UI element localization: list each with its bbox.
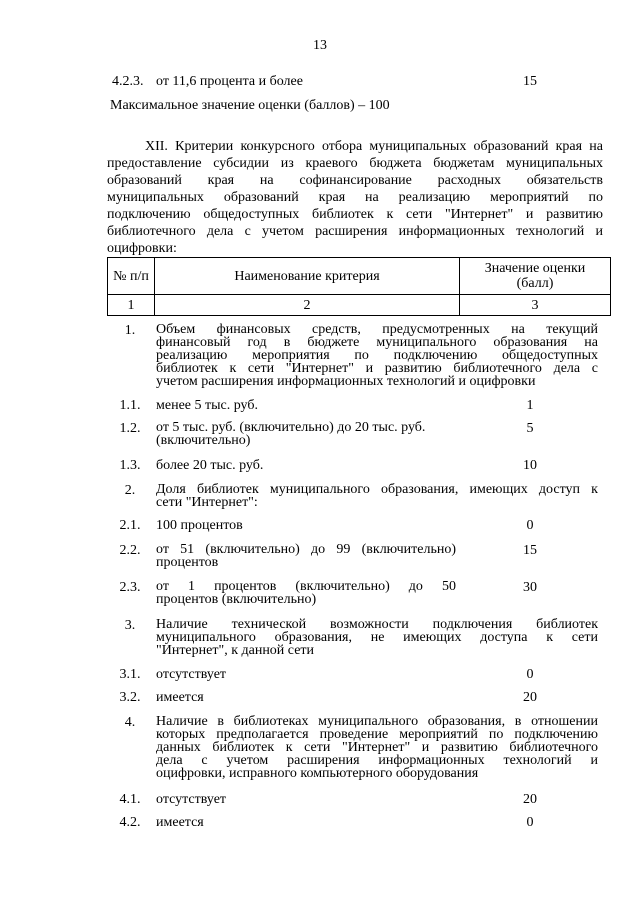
sub-criterion-line: процентов (включительно) xyxy=(156,592,317,607)
sub-criterion-score: 10 xyxy=(523,458,537,473)
criterion-line: "Интернет", к данной сети xyxy=(156,643,315,658)
criterion-line: реализацию мероприятия по подключению общедоступных xyxy=(156,348,598,363)
criterion-text xyxy=(156,618,598,657)
section-title-line: муниципальных образований края на реализацию мероприятий по xyxy=(107,190,603,205)
criterion-number: 2. xyxy=(124,483,136,498)
section-title-line: библиотечного дела с учетом расширения информационных технологий и xyxy=(107,224,603,239)
criterion-line: учетом расширения информационных технологий и оцифровки xyxy=(156,374,536,389)
sub-criterion-score: 30 xyxy=(523,580,537,595)
sub-criterion-text: 100 процентов xyxy=(156,518,243,533)
header-index-3: 3 xyxy=(460,295,611,316)
sub-criterion-score: 20 xyxy=(523,792,537,807)
sub-criterion-number: 1.2. xyxy=(119,421,141,436)
header-col-score-line1: Значение оценки xyxy=(484,261,586,276)
header-index-2: 2 xyxy=(155,295,460,316)
sub-criterion-text: имеется xyxy=(156,815,204,830)
criterion-line: Наличие в библиотеках муниципального образования, в отношении xyxy=(156,714,598,729)
sub-criterion-number: 2.1. xyxy=(119,518,141,533)
criterion-text xyxy=(156,483,598,509)
criterion-line: Объем финансовых средств, предусмотренных на текущий xyxy=(156,322,598,337)
sub-criterion-text xyxy=(156,421,456,447)
criteria-header-table xyxy=(107,257,611,316)
criterion-text xyxy=(156,715,598,780)
sub-criterion-text: отсутствует xyxy=(156,667,227,682)
sub-criterion-line: (включительно) xyxy=(156,433,251,448)
criterion-line: сети "Интернет": xyxy=(156,495,258,510)
criterion-line: оцифровки, исправного компьютерного оборудования xyxy=(156,766,479,781)
sub-criterion-score: 0 xyxy=(526,667,534,682)
sub-criterion-score: 5 xyxy=(526,421,534,436)
sub-criterion-score: 1 xyxy=(526,398,534,413)
criterion-line: муниципального образования, не имеющих доступа к сети xyxy=(156,630,598,645)
sub-criterion-number: 2.3. xyxy=(119,580,141,595)
sub-criterion-number: 3.2. xyxy=(119,690,141,705)
sub-criterion-number: 3.1. xyxy=(119,667,141,682)
page-number: 13 xyxy=(313,38,327,53)
criterion-line: библиотек к сети "Интернет" и развитию библиотечного дела с xyxy=(156,361,598,376)
top-item-text: от 11,6 процента и более xyxy=(156,74,303,89)
max-score-line: Максимальное значение оценки (баллов) – 100 xyxy=(110,98,390,113)
section-title-line: оцифровки: xyxy=(107,241,177,256)
sub-criterion-number: 1.3. xyxy=(119,458,141,473)
header-col-score-line2: (балл) xyxy=(516,276,554,291)
sub-criterion-text: имеется xyxy=(156,690,204,705)
section-title-line: XII. Критерии конкурсного отбора муниципальных образований края на xyxy=(145,139,603,154)
sub-criterion-text xyxy=(156,580,456,606)
sub-criterion-score: 15 xyxy=(523,543,537,558)
header-index-1: 1 xyxy=(108,295,155,316)
criterion-number: 1. xyxy=(124,323,136,338)
criterion-line: данных библиотек к сети "Интернет" и развитию библиотечного xyxy=(156,740,598,755)
section-title-line: подключению общедоступных библиотек к сети "Интернет" и развитию xyxy=(107,207,603,222)
top-item-score: 15 xyxy=(523,74,537,89)
criterion-line: Наличие технической возможности подключения библиотек xyxy=(156,617,598,632)
sub-criterion-text: более 20 тыс. руб. xyxy=(156,458,264,473)
header-col-number: № п/п xyxy=(108,258,155,295)
criterion-line: дела с учетом расширения информационных технологий и xyxy=(156,753,598,768)
sub-criterion-number: 2.2. xyxy=(119,543,141,558)
criterion-number: 4. xyxy=(124,715,136,730)
header-col-name: Наименование критерия xyxy=(155,258,460,295)
section-title-line: образований края на софинансирование расходных обязательств xyxy=(107,173,603,188)
sub-criterion-number: 4.1. xyxy=(119,792,141,807)
sub-criterion-score: 0 xyxy=(526,518,534,533)
section-title xyxy=(107,139,603,256)
sub-criterion-line: от 5 тыс. руб. (включительно) до 20 тыс. руб. xyxy=(156,420,426,435)
criterion-text xyxy=(156,323,598,388)
sub-criterion-number: 4.2. xyxy=(119,815,141,830)
top-item-number: 4.2.3. xyxy=(112,74,144,89)
sub-criterion-line: процентов xyxy=(156,555,219,570)
header-col-score xyxy=(460,258,611,295)
sub-criterion-text: отсутствует xyxy=(156,792,227,807)
sub-criterion-text xyxy=(156,543,456,569)
sub-criterion-line: от 51 (включительно) до 99 (включительно) xyxy=(156,542,456,557)
sub-criterion-text: менее 5 тыс. руб. xyxy=(156,398,258,413)
criterion-line: финансовый год в бюджете муниципального образования на xyxy=(156,335,598,350)
criterion-number: 3. xyxy=(124,618,136,633)
section-title-line: предоставление субсидии из краевого бюджета бюджетам муниципальных xyxy=(107,156,603,171)
sub-criterion-score: 0 xyxy=(526,815,534,830)
sub-criterion-score: 20 xyxy=(523,690,537,705)
sub-criterion-line: от 1 процентов (включительно) до 50 xyxy=(156,579,456,594)
sub-criterion-number: 1.1. xyxy=(119,398,141,413)
criterion-line: Доля библиотек муниципального образования, имеющих доступ к xyxy=(156,482,598,497)
criterion-line: которых предполагается проведение мероприятий по подключению xyxy=(156,727,598,742)
